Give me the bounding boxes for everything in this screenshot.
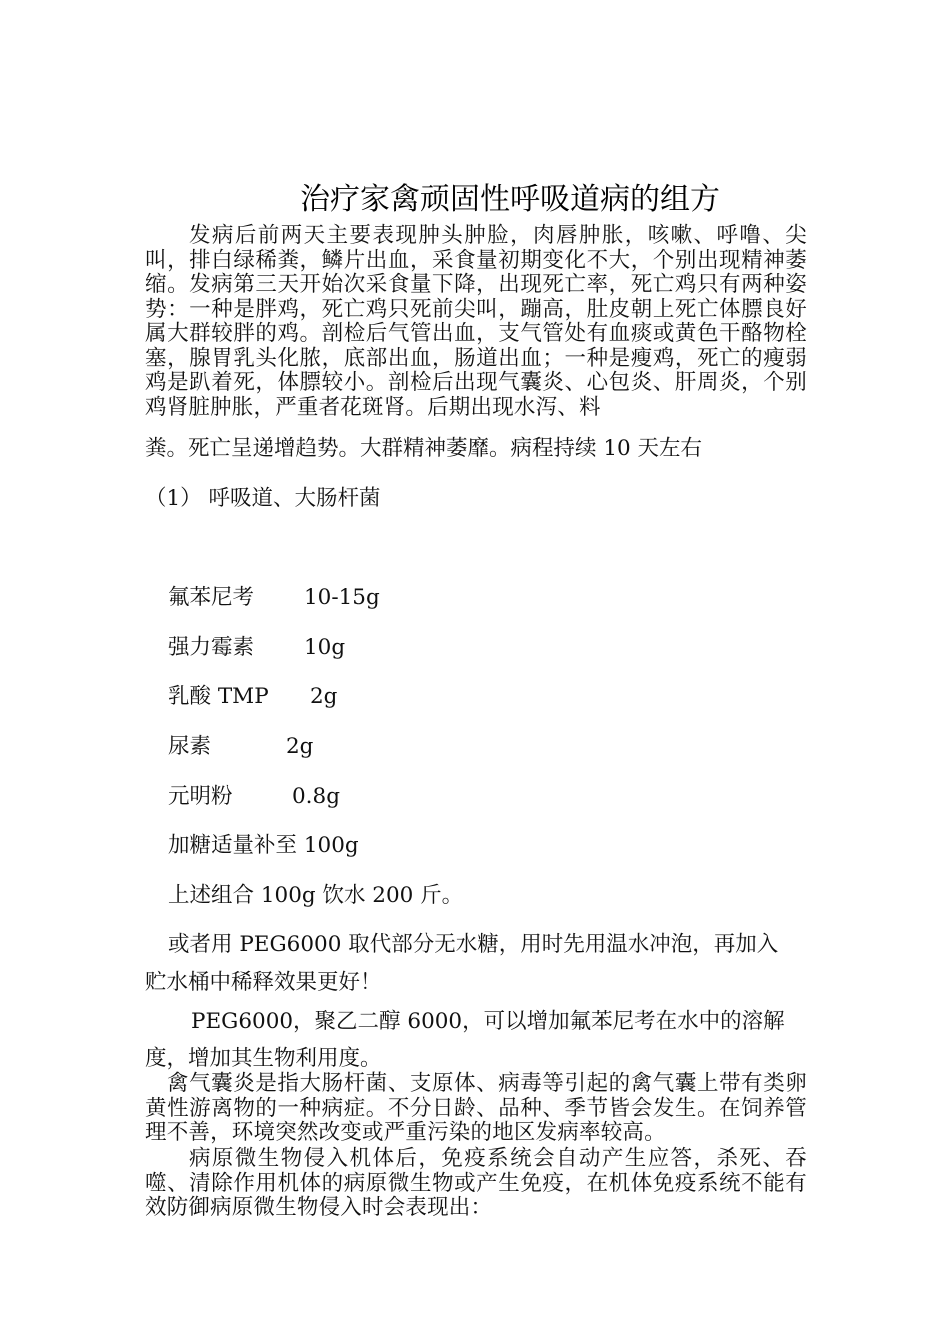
recipe-row [168,732,313,762]
recipe-ingredient-dose: 2g [286,734,314,759]
recipe-ingredient-dose: 10-15g [304,585,380,610]
pathogen-paragraph: 病原微生物侵入机体后，免疫系统会自动产生应答，杀死、吞噬、清除作用机体的病原微生物或产生免疫，在机体免疫系统不能有效防御病原微生物侵入时会表现出： [145,1146,807,1220]
alt-note-line-2: 贮水桶中稀释效果更好！ [145,970,382,995]
recipe-ingredient-dose: 0.8g [292,784,340,809]
recipe-ingredient-name: 尿素 [168,734,212,759]
peg-note-line-2: 度，增加其生物利用度。 [145,1046,382,1071]
recipe-ingredient-name: 元明粉 [168,784,233,809]
recipe-ingredient-name: 乳酸 TMP [168,684,269,709]
recipe-row [168,583,380,613]
recipe-row [168,682,337,712]
section-heading: （1） 呼吸道、大肠杆菌 [145,486,381,511]
recipe-row [168,782,340,812]
alt-note-line-1: 或者用 PEG6000 取代部分无水糖，用时先用温水冲泡，再加入 [168,932,779,957]
airsac-paragraph: 禽气囊炎是指大肠杆菌、支原体、病毒等引起的禽气囊上带有类卵黄性游离物的一种病症。不分日龄、品种、季节皆会发生。在饲养管理不善，环境突然改变或严重污染的地区发病率较高。 [145,1071,807,1145]
intro-paragraph-tail: 粪。死亡呈递增趋势。大群精神萎靡。病程持续 10 天左右 [145,436,703,461]
recipe-ingredient-name: 氟苯尼考 [168,585,255,610]
recipe-ingredient-dose: 10g [304,635,346,660]
recipe-usage-line: 上述组合 100g 饮水 200 斤。 [168,883,464,908]
document-title: 治疗家禽顽固性呼吸道病的组方 [300,182,720,217]
intro-paragraph: 发病后前两天主要表现肿头肿脸，肉唇肿胀，咳嗽、呼噜、尖叫，排白绿稀粪，鳞片出血，采食量初期变化不大，个别出现精神萎缩。发病第三天开始次采食量下降，出现死亡率，死亡鸡只有两种姿势：一种是胖鸡，死亡鸡只死前尖叫，蹦高，肚皮朝上死亡体膘良好属大群较胖的鸡。剖检后气管出血，支气管处有血痰或黄色干酪物栓塞，腺胃乳头化脓，底部出血，肠道出血；一种是瘦鸡，死亡的瘦弱鸡是趴着死，体膘较小。剖检后出现气囊炎、心包炎、肝周炎，个别鸡肾脏肿胀，严重者花斑肾。后期出现水泻、料 [145,223,807,420]
recipe-ingredient-dose: 2g [310,684,338,709]
recipe-fill-line: 加糖适量补至 100g [168,833,359,858]
recipe-row [168,633,345,663]
recipe-ingredient-name: 强力霉素 [168,635,255,660]
peg-note-line-1: PEG6000，聚乙二醇 6000，可以增加氟苯尼考在水中的溶解 [191,1009,785,1034]
